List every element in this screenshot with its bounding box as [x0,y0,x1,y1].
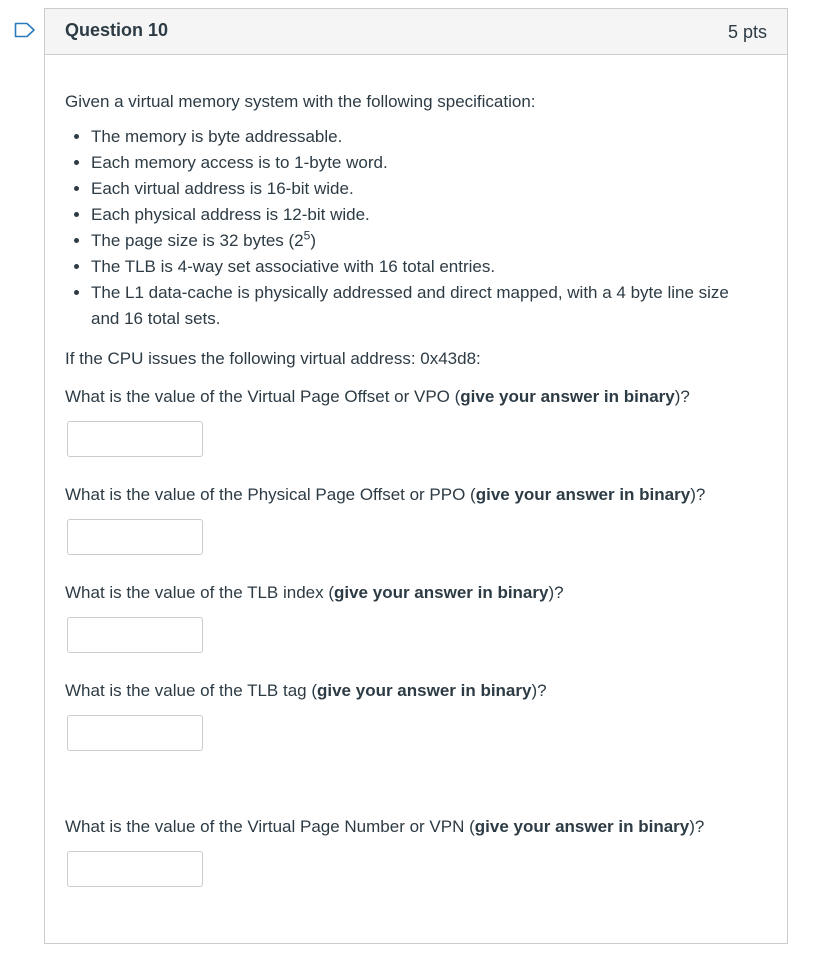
tlb-index-answer-input[interactable] [67,617,203,653]
vpo-answer-input[interactable] [67,421,203,457]
spec-item: • Each virtual address is 16-bit wide. [91,176,759,202]
spec-item: • Each memory access is to 1-byte word. [91,150,759,176]
ppo-answer-input[interactable] [67,519,203,555]
vpn-question-text: What is the value of the Virtual Page Number or VPN ( [65,817,475,836]
tlb-index-question-text: What is the value of the TLB index ( [65,583,334,602]
question-intro: Given a virtual memory system with the following specification: [65,92,536,111]
question-title: Question 10 [65,20,169,40]
ppo-question-suffix: )? [690,485,706,504]
binary-hint: give your answer in binary [475,485,691,504]
address-prompt: If the CPU issues the following virtual address: 0x43d8: [65,349,481,368]
question-card [44,8,788,944]
spec-list [65,124,759,332]
tlb-tag-question-suffix: )? [531,681,547,700]
vpn-question [65,814,767,840]
binary-hint: give your answer in binary [460,387,675,406]
binary-hint: give your answer in binary [334,583,549,602]
question-header [45,9,787,55]
flag-question-icon[interactable] [14,22,36,38]
binary-hint: give your answer in binary [474,817,690,836]
spec-item: • The TLB is 4-way set associative with 16 total entries. [91,254,759,280]
tlb-tag-question-text: What is the value of the TLB tag ( [65,681,317,700]
spec-item: • Each physical address is 12-bit wide. [91,202,759,228]
spec-page-size-close: ) [310,231,316,250]
vpo-question-suffix: )? [674,387,690,406]
spec-item: • The memory is byte addressable. [91,124,759,150]
tlb-index-question-suffix: )? [548,583,564,602]
page-size-exponent: 5 [303,228,311,243]
spec-item [91,228,759,254]
vpn-question-suffix: )? [689,817,705,836]
vpo-question [65,384,767,410]
ppo-question-text: What is the value of the Physical Page Offset or PPO ( [65,485,476,504]
vpo-question-text: What is the value of the Virtual Page Offset or VPO ( [65,387,461,406]
spec-item: • The L1 data-cache is physically addressed and direct mapped, with a 4 byte line size and 16 total sets. [91,280,759,332]
tlb-tag-question [65,678,767,704]
question-points: 5 pts [727,22,767,42]
ppo-question [65,482,767,508]
tlb-tag-answer-input[interactable] [67,715,203,751]
spec-page-size: The page size is 32 bytes (2 [91,231,304,250]
tlb-index-question [65,580,767,606]
vpn-answer-input[interactable] [67,851,203,887]
binary-hint: give your answer in binary [317,681,532,700]
